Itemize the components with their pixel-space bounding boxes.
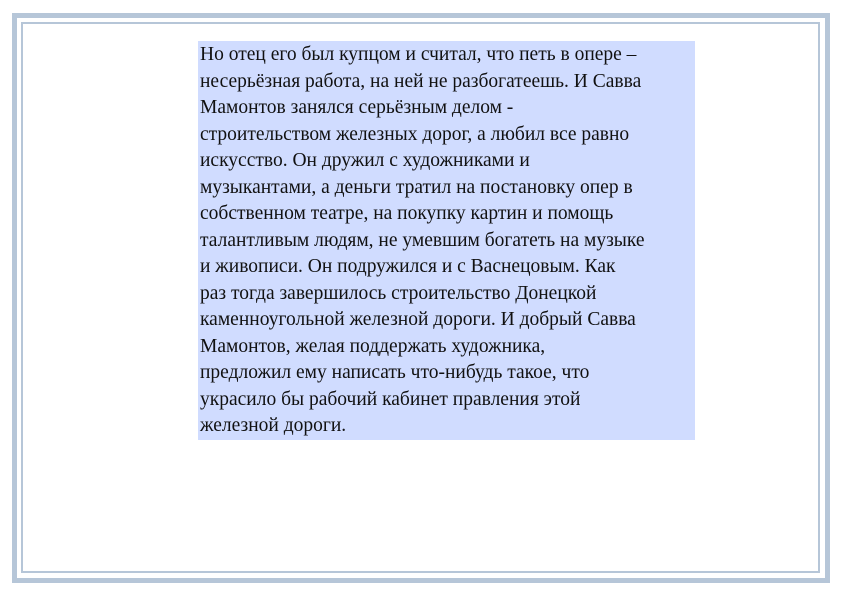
body-text-box: Но отец его был купцом и считал, что петь в опере – несерьёзная работа, на ней не разбогатеешь. И Савва Мамонтов занялся серьёзным делом - строительством железных дорог, а любил все равно искусство. Он дружил с художниками и музыкантами, а деньги тратил на постановку опер в собственном театре, на покупку картин и помощь талантливым людям, не умевшим богатеть на музыке и живописи. Он подружился и с Васнецовым. Как раз тогда завершилось строительство Донецкой каменноугольной железной дороги. И добрый Савва Мамонтов, желая поддержать художника, предложил ему написать что-нибудь такое, что украсило бы рабочий кабинет правления этой железной дороги. [198,41,695,440]
